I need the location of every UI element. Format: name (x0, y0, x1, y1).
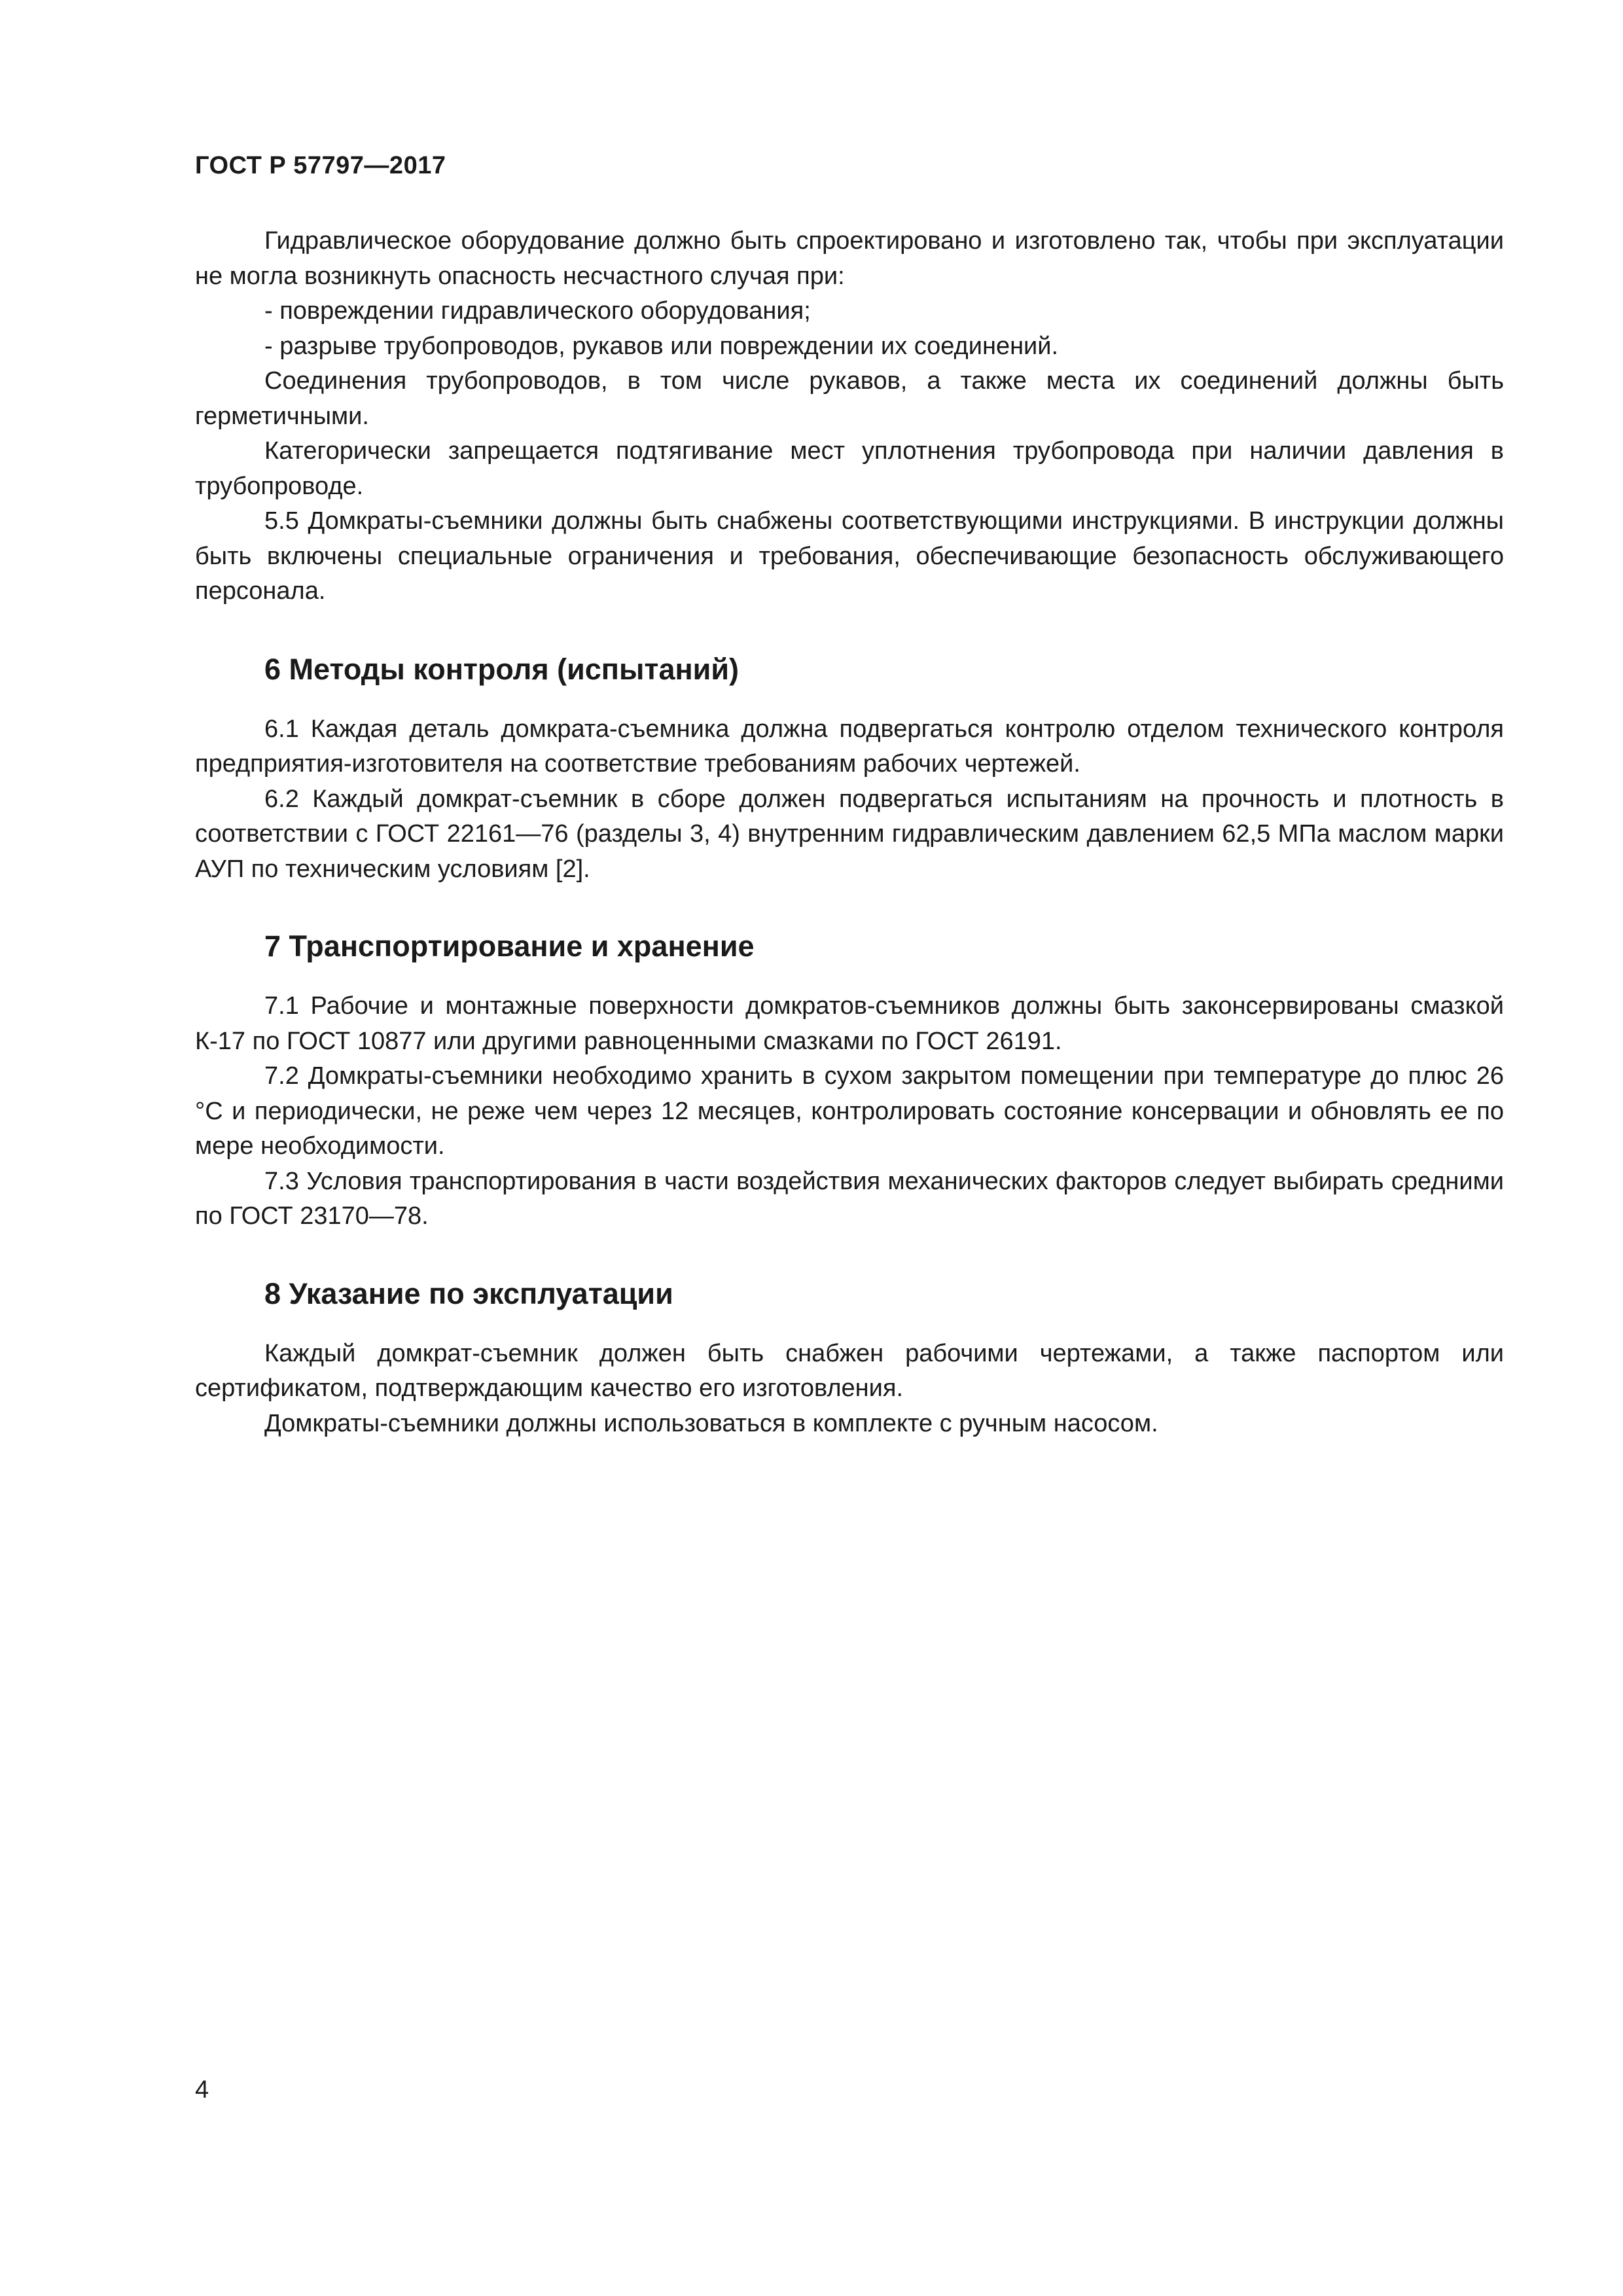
page-number: 4 (195, 2076, 209, 2104)
clause-6-1: 6.1 Каждая деталь домкрата-съемника должна подвергаться контролю отделом технического контроля предприятия-изготовителя на соответствие требованиям рабочих чертежей. (195, 715, 1504, 778)
paragraph: Каждый домкрат-съемник должен быть снабжен рабочими чертежами, а также паспортом или сертификатом, подтверждающим качество его изготовления. (195, 1339, 1504, 1402)
clause-5-5: 5.5 Домкраты-съемники должны быть снабжены соответствующими инструкциями. В инструкции должны быть включены специальные ограничения и требования, обеспечивающие безопасность обслуживающего персонала. (195, 507, 1504, 605)
section-heading-7: 7 Транспортирование и хранение (264, 929, 755, 963)
clause-7-3: 7.3 Условия транспортирования в части воздействия механических факторов следует выбирать средними по ГОСТ 23170—78. (195, 1167, 1504, 1230)
paragraph: Соединения трубопроводов, в том числе рукавов, а также места их соединений должны быть герметичными. (195, 367, 1504, 430)
document-body (195, 224, 1504, 1441)
clause-7-2: 7.2 Домкраты-съемники необходимо хранить в сухом закрытом помещении при температуре до плюс 26 °С и периодически, не реже чем через 12 месяцев, контролировать состояние консервации и обновлять ее по мере необходимости. (195, 1062, 1504, 1160)
list-item: - повреждении гидравлического оборудования; (264, 297, 811, 325)
paragraph: Домкраты-съемники должны использоваться в комплекте с ручным насосом. (264, 1409, 1158, 1437)
clause-7-1: 7.1 Рабочие и монтажные поверхности домкратов-съемников должны быть законсервированы смазкой К-17 по ГОСТ 10877 или другими равноценными смазками по ГОСТ 26191. (195, 992, 1504, 1055)
document-id-header: ГОСТ Р 57797—2017 (195, 152, 446, 179)
clause-6-2: 6.2 Каждый домкрат-съемник в сборе должен подвергаться испытаниям на прочность и плотность в соответствии с ГОСТ 22161—76 (разделы 3, 4) внутренним гидравлическим давлением 62,5 МПа маслом марки АУП по техническим условиям [2]. (195, 785, 1504, 883)
section-heading-8: 8 Указание по эксплуатации (264, 1276, 673, 1310)
list-item: - разрыве трубопроводов, рукавов или повреждении их соединений. (264, 332, 1059, 360)
section-heading-6: 6 Методы контроля (испытаний) (264, 652, 739, 686)
paragraph: Гидравлическое оборудование должно быть спроектировано и изготовлено так, чтобы при эксплуатации не могла возникнуть опасность несчастного случая при: (195, 227, 1504, 290)
paragraph: Категорически запрещается подтягивание мест уплотнения трубопровода при наличии давления в трубопроводе. (195, 437, 1504, 500)
